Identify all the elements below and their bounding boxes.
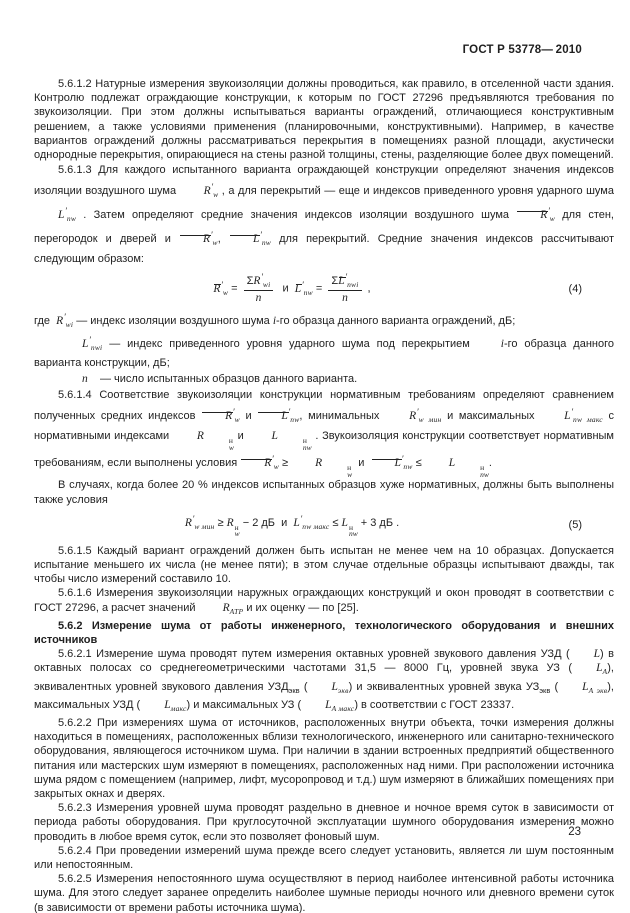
math-symbol: $L'_{nw}$	[257, 410, 299, 422]
math-symbol: $R'_w$	[201, 410, 240, 422]
para-5-6-2-2: 5.6.2.2 При измерениях шума от источников, расположенных внутри объекта, точки измерения должны находиться в помещениях, расположенных вблизи технологического, инженерного или санитарно-технического оборудования, являющегося источником шума. При наличии в здании встроенных предприятий общественного питания или мастерских шум измеряют в помещениях, расположенных над ними. При расположении источника шума рядом с помещением (например, лифт, мусоропровод и т.д.) шум измеряют в ближайших помещениях при закрытых окнах и дверях.	[34, 716, 614, 800]
math-symbol: R н w	[196, 430, 234, 452]
where-n: n — число испытанных образцов данного варианта.	[34, 372, 614, 388]
formula-5	[34, 512, 614, 538]
fraction: $\frac{\Sigma R'_{wi}}{n}$	[244, 273, 274, 304]
math-symbol: $R'_w$	[203, 182, 219, 200]
math-symbol: i	[272, 315, 277, 328]
para-5-6-1-2: 5.6.1.2 Натурные измерения звукоизоляции должны проводиться, как правило, в отселенной части здания. Контролю подлежат ограждающие конструкции, к которым по ГОСТ 27296 предъявляются требования по звукоизоляции. При этом должны испытываться варианты ограждений, отличающиеся конструктивным решением, а также условиями применения (планировочными, конструктивными). Например, в качестве вариантов ограждений должны рассматриваться перекрытия в помещениях разной площади, акустически однородные перекрытия, опирающиеся на стены разной толщины, стены, разделяющие более двух помещений.	[34, 78, 614, 162]
math-symbol: R н w	[315, 457, 353, 479]
math-symbol: $L_А$	[596, 662, 608, 677]
text-subscript: экв	[288, 685, 300, 695]
formula-expression: $R'_{w мин} \ge R$ н w − 2 дБ и $L'_{nw макс} \le L$ н nw + 3 дБ .	[184, 513, 400, 539]
math-symbol: L	[593, 648, 601, 661]
where-r-wi: где $R'_{wi}$ — индекс изоляции воздушного шума i-го образца данного варианта ограждений, дБ;	[34, 312, 516, 330]
para-5-6-2-5: 5.6.2.5 Измерения непостоянного шума осуществляют в период наиболее интенсивной работы источника шума. Для этого следует заранее определить наиболее шумные периоды ночного или дневного времени суток (в зависимости от времени работы источника шума).	[34, 873, 614, 913]
section-heading-5-6-2: 5.6.2 Измерение шума от работы инженерного, технологического оборудования и внешних источников	[34, 619, 614, 646]
math-symbol: $L'_{nw}$	[294, 279, 313, 297]
para-5-6-1-5: 5.6.1.5 Каждый вариант ограждений должен быть испытан не менее чем на 10 образцах. Допускается испытание меньшего их числа (не менее пяти); в этом случае отдельные образцы испытывают дважды, так чтобы число измерений составило 10.	[34, 544, 614, 586]
math-symbol: L н nw	[448, 457, 489, 479]
formula-4	[34, 273, 614, 304]
text-subscript: экв	[539, 685, 551, 695]
formula-expression: $R'_w$ = $\frac{\Sigma R'_{wi}}{n}$ и $L'_{nw}$ = $\frac{\Sigma L'_{nwi}}{n}$ ,	[213, 272, 371, 304]
math-symbol: $R'_w$	[213, 279, 229, 297]
para-5-6-2-4: 5.6.2.4 При проведении измерений шума прежде всего следует установить, является ли шум постоянным или непостоянным.	[34, 844, 614, 871]
fraction: $\frac{\Sigma L'_{nwi}}{n}$	[328, 273, 361, 304]
math-symbol: $L_{А экв}$	[582, 680, 608, 695]
math-symbol: n	[342, 291, 348, 304]
formula-number: (4)	[568, 282, 582, 295]
math-symbol: n	[82, 372, 88, 385]
para-5-6-2-1: 5.6.2.1 Измерение шума проводят путем измерения октавных уровней звукового давления УЗД ( L) в октавных полосах со среднегеометрическими частотами 31,5 — 8000 Гц, уровней звука УЗ ( $L_А$), эквивалентных уровней звукового давления $УЗД_{экв}$ ( $L_{экв}$) и эквивалентных уровней звука $УЗ_{экв}$ ( $L_{А экв}$), максимальных УЗД ( $L_{макс}$) и максимальных УЗ ( $L_{А макс}$) в соответствии с ГОСТ 23337.	[34, 648, 614, 713]
math-symbol: $L_{макс}$	[164, 698, 187, 713]
math-symbol: $L'_{nwi}$	[82, 334, 103, 352]
formula-number: (5)	[568, 518, 582, 531]
math-symbol: $R'_w$	[516, 209, 555, 221]
math-symbol: $R'_{w мин}$	[184, 513, 215, 531]
math-symbol: $L_{А макс}$	[325, 698, 355, 713]
math-symbol: $R'_{wi}$	[253, 272, 271, 290]
math-symbol: $R'_w$	[179, 233, 218, 245]
running-header: ГОСТ Р 53778— 2010	[462, 44, 582, 56]
math-symbol: $R'_{wi}$	[56, 312, 74, 330]
math-symbol: $L'_{nwi}$	[338, 272, 359, 290]
math-symbol: i	[500, 337, 504, 350]
math-symbol: R н w	[226, 516, 240, 539]
math-symbol: $L_{экв}$	[331, 680, 349, 695]
math-symbol: n	[255, 291, 262, 304]
math-symbol: $L'_{nw макс}$	[293, 513, 330, 531]
para-5-6-1-3: 5.6.1.3 Для каждого испытанного варианта ограждающей конструкции определяют значения индексов изоляции воздушного шума $R'_w$ , а для перекрытий — еще и индексов приведенного уровня ударного шума $L'_{nw}$ . Затем определяют средние значения индексов изоляции воздушного шума $R'_w$ для стен, перегородок и дверей и $R'_w$, $L'_{nw}$ для перекрытий. Средние значения индексов рассчитывают следующим образом:	[34, 164, 614, 266]
page-number: 23	[568, 826, 581, 838]
para-5-6-2-3: 5.6.2.3 Измерения уровней шума проводят раздельно в дневное и ночное время суток в зависимости от периода работы оборудования. При круглосуточной эксплуатации шумного оборудования измерения можно проводить в любое время суток, если это позволяет фоновый шум.	[34, 802, 614, 843]
math-symbol: $L'_{nw}$	[229, 233, 271, 245]
math-symbol: $L'_{nw макс}$	[564, 407, 603, 425]
para-5-6-1-4-cont: В случаях, когда более 20 % индексов испытанных образцов хуже нормативных, должны быть выполнены также условия	[34, 479, 614, 506]
math-symbol: L н nw	[341, 516, 358, 539]
where-l-nwi: $L'_{nwi}$ — индекс приведенного уровня ударного шума под перекрытием i-го образца данного варианта конструкции, дБ;	[34, 334, 614, 369]
document-content	[34, 77, 614, 913]
math-symbol: $L'_{nw}$	[371, 457, 413, 469]
para-5-6-1-6: 5.6.1.6 Измерения звукоизоляции наружных ограждающих конструкций и окон проводят в соответствии с ГОСТ 27296, а расчет значений $R_{АТР}$ и их оценку — по [25].	[34, 587, 614, 616]
para-5-6-1-4: 5.6.1.4 Соответствие звукоизоляции конструкции нормативным требованиям определяют сравнением полученных средних индексов $R'_w$ и $L'_{nw}$, минимальных $R'_{w мин}$ и максимальных $L'_{nw макс}$ с нормативными индексами R н w и L н nw . Звукоизоляция конструкции соответствует нормативным требованиям, если выполнены условия $R'_w \ge R$ н w и $L'_{nw} \le L$ н nw .	[34, 389, 615, 479]
math-symbol: L н nw	[271, 430, 312, 452]
math-symbol: $R_{АТР}$	[222, 601, 244, 616]
math-symbol: $L'_{nw}$	[58, 206, 77, 224]
math-symbol: $R'_{w мин}$	[409, 407, 442, 425]
math-symbol: $R'_w$	[240, 457, 279, 469]
